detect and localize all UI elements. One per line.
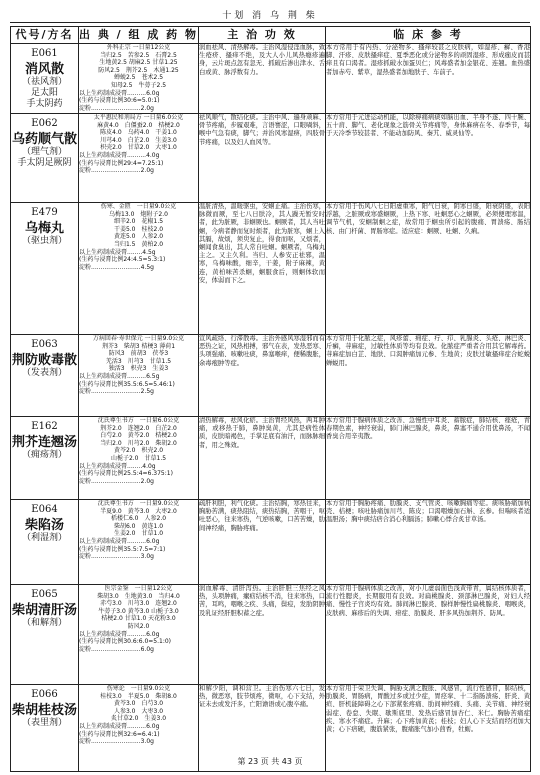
formula-type: （理气剂）: [21, 147, 67, 157]
source-line: 伤寒论 一日量9.0公克: [106, 685, 171, 692]
formula-name: 柴胡清肝汤: [11, 603, 77, 618]
formula-channel: 手太阴药: [26, 99, 63, 109]
herb-line: 细辛2.0 花椒1.5: [113, 218, 164, 226]
herb-line: 牛蒡子3.0 黄芩3.0 山栀子3.0: [98, 607, 179, 615]
effect-cell: 润血解毒、清肝泻热。主治肝胆三焦经之风热，头项肿痛，瘰疬结核不消，往来寒热，口苦，耳鸣，咽喉之疾、头痛，鬓痘，发肋阴肿及乳证经肝胆积蓄之症。: [199, 585, 326, 685]
formula-channel: 手太阴足厥阴: [17, 158, 72, 168]
herb-line: 川芎4.0 白芷2.0 生姜3.0: [100, 136, 177, 144]
formula-type: （和解剂）: [21, 618, 67, 628]
extract-note: 淀粉..........................2.0g: [79, 167, 154, 175]
formula-type: （利湿剂）: [21, 533, 67, 543]
herb-line: 山栀子2.0 甘草1.5: [110, 454, 167, 462]
source-line: 伤寒、金匮 一日量9.0公克: [100, 203, 177, 210]
table-row: [11, 114, 531, 203]
herb-line: 柴胡6.0 黄连1.0: [113, 522, 164, 530]
extract-note: (生药与浸膏比例25.5:4=6.375:1): [79, 470, 173, 478]
extract-note: (生药与浸膏比例29:4=7.25:1): [79, 159, 164, 167]
herb-line: 桂枝3.0 半夏5.0 柴胡8.0: [100, 692, 177, 700]
page-footer: 第 23 页 共 43 页: [237, 757, 303, 766]
herb-line: 荆芥3 柴胡3 桔梗3 薄荷1: [101, 342, 176, 350]
formula-name: 消风散: [24, 62, 64, 77]
clinical-cell: 本方常用于元进运动机能，以除痹痛病痰如脑出血、半身不遂、四十腕、五十肩、脚气、老化现象之筋骨关节疼痛等，身体麻痹在冬、春季节，每于天冷季节较甚者、不能动加防风、秦艽、威灵仙等。: [326, 114, 531, 203]
page-header: 十划 消 乌 荆 柴: [222, 11, 318, 21]
extract-note: (生药与浸膏比例24:4.5=5.3:1): [79, 256, 166, 264]
formula-type: （驱虫剂）: [21, 236, 67, 246]
herb-line: 枳壳2.0 甘草2.0 大枣1.0: [100, 144, 177, 152]
table-row: [11, 203, 531, 335]
formula-code: E063: [31, 339, 58, 350]
formula-id-cell: [11, 500, 79, 585]
herb-line: 生姜2.0 甘草1.0: [113, 530, 164, 538]
formula-code: E479: [31, 207, 58, 218]
extract-note: 以上生药制成浸膏..........6.0g: [79, 537, 160, 545]
herb-line: 赤芍3.0 川芎3.0 连翘2.0: [100, 600, 177, 608]
composition-cell: [79, 44, 199, 114]
table-row: [11, 500, 531, 585]
header-effect: 主 治 功 效: [199, 27, 326, 44]
formula-code: E062: [31, 118, 58, 129]
effect-cell: 润血祛风、清热解毒。主治风湿侵淫血脉，致生疮疥、搔痒不绝，及大人小儿风热瘾疹遍身，云片斑点忽有忽无、抓破后渗出津水、舌白或黄、脉浮数有力。: [199, 44, 326, 114]
source-line: 沈氏尊生书方 一日量9.0公克: [97, 500, 180, 507]
formula-table: [10, 26, 531, 772]
herb-line: 人参3.0 大枣3.0: [113, 707, 164, 715]
extract-note: 淀粉..........................4.5g: [79, 263, 154, 271]
herb-line: 知母2.5 牛蒡子2.5: [110, 81, 167, 89]
extract-note: 淀粉..........................2.0g: [79, 104, 154, 112]
formula-name: 柴陷汤: [24, 518, 64, 533]
clinical-cell: 本方常用于腺病体质之改善，对小儿虚弱面色浅黄带青，属结核体质者，流行性腮炎，长期服用有良效。对扁桃腺炎、颈部淋巴腺炎，对妇人经痛、慢性子宫炎均有效。肺间淋巴腺炎、腺样肿慢性扁桃腺炎、咽喉炎，皮肤病、麻疹后的失调、疳症、肋膜炎、肝多风热加荆芥、防风。: [326, 585, 531, 685]
clinical-cell: 本方常用于有内热、分泌物多、搔痒较甚之皮肤病，如湿疹、癣、香港脚、汗疹、皮肤搔痒症、夏季恶化或分泌物多的顽固湿疹、形成痂皮而甚痒且有口渴者。湿疹抓破水加蛋贝仁；风毒盛者加金银花、连翘。血热盛者加赤芍、紫草，湿热盛者加地肤子、车前子。: [326, 44, 531, 114]
herb-line: 干姜5.0 桂枝2.0: [113, 225, 164, 233]
formula-type: （痈疡剂）: [21, 450, 67, 460]
formula-name: 柴胡桂枝汤: [11, 703, 77, 718]
formula-id-cell: [11, 335, 79, 417]
extract-note: 以上生药制成浸膏..........4.0g: [79, 151, 160, 159]
herb-line: 荆芥2.0 连翘2.0 白芷2.0: [100, 424, 177, 432]
formula-id-cell: [11, 203, 79, 335]
formula-type: （表里剂）: [21, 718, 67, 728]
formula-code: E162: [31, 421, 58, 432]
herb-line: 半夏9.0 黄芩3.0 大枣2.0: [100, 507, 177, 515]
formula-code: E064: [31, 504, 58, 515]
extract-note: (生药与浸膏比例35.5:6.5=5.46:1): [79, 380, 175, 388]
header-composition: 出 典 / 组 成 药 物: [79, 27, 199, 44]
herb-line: 麻黄4.0 白僵蚕2.0 桔梗2.0: [97, 121, 180, 129]
herb-line: 防风3 前胡3 茯苓3: [108, 350, 169, 358]
table-row: [11, 335, 531, 417]
header-rule: [10, 22, 530, 23]
herb-line: 防风2.0: [127, 622, 150, 630]
extract-note: 淀粉..........................2.0g: [79, 477, 154, 485]
extract-note: 淀粉..........................3.0g: [79, 738, 154, 746]
herb-line: 生地黄2.5 胡麻2.5 甘草1.25: [99, 59, 178, 67]
extract-note: 以上生药制成浸膏..........6.0g: [79, 630, 160, 638]
extract-note: 淀粉..........................6.0g: [79, 645, 154, 653]
herb-line: 当归2.5 苦参2.5 石膏2.5: [100, 51, 177, 59]
formula-name: 荆芥连翘汤: [11, 435, 77, 450]
effect-cell: 清热解毒，祛风化瘀。主治胃经风热，两耳肿痛，或移热于肺，鼻肿臭黄，尤其是病性体质，皮肤暗褐色，手掌足底有油汗，而脉脉细者，用之殊效。: [199, 417, 326, 500]
herb-line: 羌活3 川芎3 甘草1.5: [105, 357, 172, 365]
herb-line: 栝楼仁6.0 人参2.0: [110, 515, 167, 523]
formula-code: E065: [31, 589, 58, 600]
source-line: 万病回春·寿世保元 一日量9.0公克: [92, 335, 185, 342]
clinical-cell: 本方常用于化脓之症，风疹蕾、痈症、疔、疖、乳腺炎、头疮、淋巴炎、斤癣，荨麻症，过敏性体质等均有良效。化脓症严重者合用其它解毒药。荨麻症加白芷、地肤、口渴肿痛加元参、生地黄；皮肤过敏搔痒症合蛇蜕蝉蜕用。: [326, 335, 531, 417]
formula-id-cell: [11, 417, 79, 500]
herb-line: 黄芩3.0 白芍3.0: [113, 700, 164, 708]
table-row: [11, 417, 531, 500]
herb-line: 柴胡3.0 生地黄3.0 当归4.0: [97, 592, 180, 600]
effect-cell: 疏肝利胆，利气化痰。主治结胸，寒热往来，胸胁苦满，痰热阻结，痰热结胸，苦咽干，呕吐恶心，往来寒热，气逆咳嗽，口苦苦燥，肋间神经痛，胸胁疼痛。: [199, 500, 326, 585]
extract-note: (生药与浸膏比例30:6=5.0:1): [79, 97, 160, 105]
herb-line: 乌梅13.0 炮附子2.0: [109, 210, 168, 218]
formula-name: 乌梅丸: [24, 221, 64, 236]
formula-id-cell: [11, 114, 79, 203]
formula-type: （发表剂）: [21, 368, 67, 378]
effect-cell: 祛风顺气，散结化痰。主治中风、遍身顽麻、骨节疼痛，步履艰难，言语謇涩，口眼喎斜，喉中气急有痰，脚气；并治风寒湿痹，四肢骨节疼痛，以及妇人血风等。: [199, 114, 326, 203]
extract-note: 以上生药制成浸膏........4.0g: [79, 462, 156, 470]
table-row: [11, 585, 531, 685]
extract-note: 以上生药制成浸膏........4.5g: [79, 248, 156, 256]
extract-note: 淀粉..........................2.5g: [79, 388, 154, 396]
herb-line: 蝉蜕2.5 苍术2.5: [113, 74, 164, 82]
table-row: [11, 44, 531, 114]
formula-code: E061: [31, 48, 58, 59]
herb-line: 防风2.5 荆芥2.5 木通1.25: [98, 66, 179, 74]
formula-code: E066: [31, 689, 58, 700]
formula-id-cell: [11, 44, 79, 114]
herb-line: 黄连5.0 人参2.0: [113, 233, 164, 241]
herb-line: 当归1.5 黄柏2.0: [113, 240, 164, 248]
formula-name: 乌药顺气散: [11, 132, 77, 147]
source-line: 外科正宗 一日量12公克: [106, 44, 171, 51]
table-header-row: [11, 27, 531, 44]
clinical-cell: 本方常用于腺病体质之改善、急慢性中耳炎、蓄脓症，肺结核、痤疮，青春期色素，神经衰弱，肺门淋巴腺炎，鼻炎，鼻塞不通合用优鼻汤，不闻香臭合用辛夷散。: [326, 417, 531, 500]
herb-line: 当归2.0 川芎2.0 柴胡2.0: [100, 439, 177, 447]
herb-line: 桔梗2.0 甘草1.0 天花粉3.0: [101, 615, 176, 623]
herb-line: 黄芩2.0 枳壳2.0: [113, 447, 164, 455]
composition-cell: [79, 585, 199, 685]
herb-line: 陈皮4.0 乌药4.0 干姜1.0: [100, 129, 177, 137]
effect-cell: 温脏清热，温暖驱虫，安蛔止痛。主治伤寒，脉微而厥，至七八日肤冷，其人躁无暂安时者，此为脏厥，非蛔厥也。蛔厥者，其人当吐蛔，今病者静而复时烦者，此为脏寒，蛔上入其膈，故烦，须臾复止，得食而呕，又烦者，蛔闻食臭出，其人常自吐蛔。蛔厥者，乌梅丸主之。又主久利。当归、人参安正祛邪，温寒，乌梅味酸，细辛，干姜，附子麻辣，黄连，黄柏味苦杀蛔，蛔服食后，则蛔体软而安，体弱而下之。: [199, 203, 326, 335]
source-line: 沈氏尊生书方 一日量6.0公克: [97, 417, 180, 424]
header-code-name: 代号/方名: [11, 27, 79, 44]
extract-note: 淀粉..........................3.0g: [79, 553, 154, 561]
extract-note: 以上生药制成浸膏..........6.0g: [79, 89, 160, 97]
herb-line: 白芍2.0 黄芩2.0 桔梗2.0: [100, 432, 177, 440]
clinical-cell: 本方常用于胸胁疼痛、肋膜炎、支气管炎、咳嗽胸痛等症。痰咳胁痛加杭壳、桔梗；咳吐胁痛加川芎、陈皮；口渴咽燥加石斛、玄参。但喘咳者适温胆汤；胸中痰结痞合消心利膈汤；肺嗽心悸合炙甘草汤。: [326, 500, 531, 585]
clinical-cell: 本方常用于伤风八七日阳虚重寒，阳气日衰，阴寒日盛，阳衰阴盛，表阳浮越，之脏厥或寒盛蛔厥，上热下寒、吐蛔恶心之蛔厥，必须便理寒温，调节气机，安蛔制蛔之症，故常用于蛔虫所引起的腹痛、胃溃疡、肠结核、由门杆菌、胃肠寒症。适应症：蛔厥、吐蛔、久痢。: [326, 203, 531, 335]
composition-cell: [79, 335, 199, 417]
composition-cell: [79, 203, 199, 335]
formula-channel: 足太阳: [30, 88, 58, 98]
source-line: 太平惠民和剂局方 一日量6.0公克: [93, 114, 184, 121]
composition-cell: [79, 114, 199, 203]
extract-note: 以上生药制成浸膏..........6.0g: [79, 722, 160, 730]
formula-name: 荆防败毒散: [11, 353, 77, 368]
extract-note: 以上生药制成浸膏..........6.5g: [79, 372, 160, 380]
composition-cell: [79, 417, 199, 500]
herb-line: 独活3 枳壳3 生姜3: [108, 365, 169, 373]
header-clinical: 临 床 参 考: [326, 27, 531, 44]
extract-note: (生药与浸膏比例32:6=6.4:1): [79, 730, 160, 738]
effect-cell: 宣风疏络、行滞散毒。主治外感风寒湿邪而有恶热之证，风热相搏，邪气在表，发热恶寒、头项强痛、咳嗽吐痰，鼻塞喉痒，便稀腹胀，余毒疱肿等症。: [199, 335, 326, 417]
composition-cell: [79, 500, 199, 585]
formula-type: （祛风剂）: [21, 77, 67, 87]
clinical-cell: 本方常用于荣卫失调、胸胁支满之腹胀、风感冒，流行性感冒，肺结核，肋膜炎、胃肠病，胃酸过多或过少症，胃痉挛、十二指肠溃疡、肝炎、黄疸、肝机能障碍之心下部紧张疼痛、肋间神经痛、头痛、关节痛、神经衰弱症、卷怠、失眠、歇斯底里、发热后感冒加杏仁、米仁。胸胁苦痛症疾、寒水不痛症。升麻；心下疼加黄芪；桂枝；妇人心下支结而经闭加大黄；心下痞硬，腹筋紧张，腹痛胀气加小茴香，牡蛎。: [326, 685, 531, 772]
extract-note: (生药与浸膏比例30.6:6.0=5.1:0): [79, 638, 172, 646]
effect-cell: 和解少阳，调和营卫。主治伤寒六七日，发热，微恶寒，肢节烦疼，微呕，心下支结，外证未去或发汗多，亡阳谵语或心腹卒痛。: [199, 685, 326, 772]
herb-line: 炙甘草2.0 生姜3.0: [110, 715, 167, 723]
source-line: 医宗金鉴 一日量12公克: [104, 585, 173, 592]
extract-note: (生药与浸膏比例35.5:7.5=7:1): [79, 545, 166, 553]
formula-id-cell: [11, 585, 79, 685]
